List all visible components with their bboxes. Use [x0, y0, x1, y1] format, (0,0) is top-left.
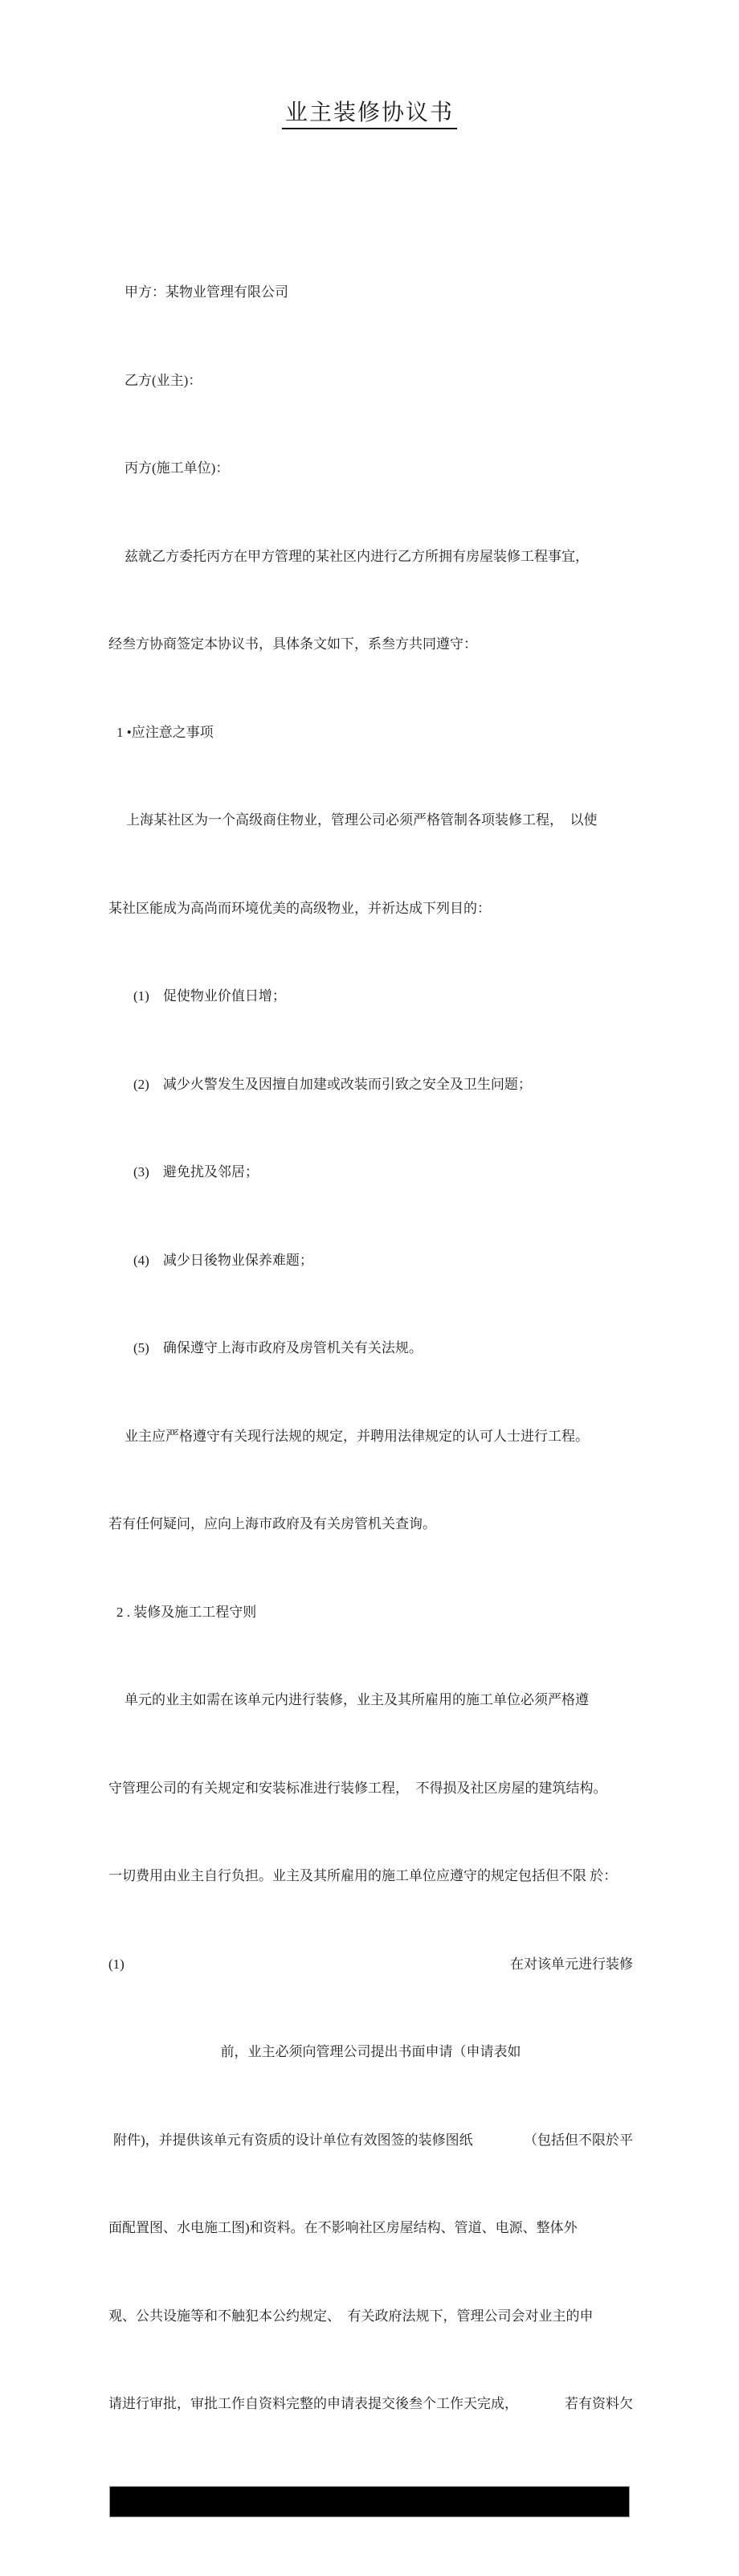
- section-2-intro-line-3: 一切费用由业主自行负担。业主及其所雇用的施工单位应遵守的规定包括但不限 於：: [108, 1868, 618, 1883]
- rule-1-line-1: [108, 1950, 633, 1980]
- preamble-line-1: 兹就乙方委托丙方在甲方管理的某社区内进行乙方所拥有房屋装修工程事宜，: [125, 548, 589, 564]
- objective-item-5: (5) 确保遵守上海市政府及房管机关有关法规。: [133, 1340, 423, 1355]
- rule-1-line-4: 面配置图、水电施工图)和资料。在不影响社区房屋结构、管道、电源、整体外: [108, 2220, 578, 2235]
- page-title-text: 业主装修协议书: [282, 100, 457, 129]
- section-1-intro-line-2: 某社区能成为高尚而环境优美的高级物业，并祈达成下列目的：: [108, 900, 491, 916]
- section-1-heading: 1 •应注意之事项: [116, 724, 214, 740]
- section-1-note-line-1: 业主应严格遵守有关现行法规的规定，并聘用法律规定的认可人士进行工程。: [125, 1428, 589, 1444]
- rule-1-line-2: 前，业主必须向管理公司提出书面申请（申请表如: [220, 2044, 521, 2059]
- rule-1-line-6-left-text: 请进行审批，审批工作自资料完整的申请表提交後叁个工作天完成，: [108, 2396, 518, 2411]
- rule-1-line-6-right-text: 若有资料欠: [565, 2396, 633, 2411]
- section-1-intro-line-1: 上海某社区为一个高级商住物业，管理公司必须严格管制各项装修工程， 以使: [126, 812, 598, 828]
- preamble-line-2: 经叁方协商签定本协议书，具体条文如下，系叁方共同遵守：: [108, 636, 477, 652]
- party-b-line: 乙方(业主)：: [125, 372, 202, 388]
- redaction-bar: [109, 2486, 630, 2517]
- section-2-intro-line-1: 单元的业主如需在该单元内进行装修，业主及其所雇用的施工单位必须严格遵: [125, 1692, 589, 1707]
- rule-1-line-3-left-text: 附件)，并提供该单元有资质的设计单位有效图签的装修图纸: [113, 2132, 473, 2148]
- objective-item-1: (1) 促使物业价值日增；: [133, 988, 286, 1004]
- rule-1-line-1-right-text: 在对该单元进行装修: [510, 1956, 633, 1972]
- objective-item-2: (2) 减少火警发生及因擅自加建或改装而引致之安全及卫生问题；: [133, 1076, 532, 1092]
- section-2-intro-line-2: 守管理公司的有关规定和安装标准进行装修工程， 不得损及社区房屋的建筑结构。: [108, 1780, 607, 1796]
- party-c-line: 丙方(施工单位)：: [125, 460, 230, 476]
- section-1-note-line-2: 若有任何疑问，应向上海市政府及有关房管机关查询。: [108, 1516, 436, 1531]
- rule-1-line-6: [108, 2390, 633, 2419]
- document-body: [108, 219, 633, 2576]
- rule-1-line-3: [108, 2126, 633, 2156]
- section-2-heading: 2 . 装修及施工工程守则: [116, 1604, 257, 1620]
- rule-1-line-3-right-text: （包括但不限於平: [524, 2132, 633, 2148]
- party-a-line: 甲方：某物业管理有限公司: [125, 284, 288, 300]
- objective-item-4: (4) 减少日後物业保养难题；: [133, 1252, 313, 1268]
- objective-item-3: (3) 避免扰及邻居；: [133, 1164, 259, 1180]
- rule-1-line-5: 观、公共设施等和不触犯本公约规定、 有关政府法规下，管理公司会对业主的申: [108, 2308, 594, 2324]
- rule-1-number: (1): [108, 1956, 125, 1972]
- page-title: [0, 0, 739, 129]
